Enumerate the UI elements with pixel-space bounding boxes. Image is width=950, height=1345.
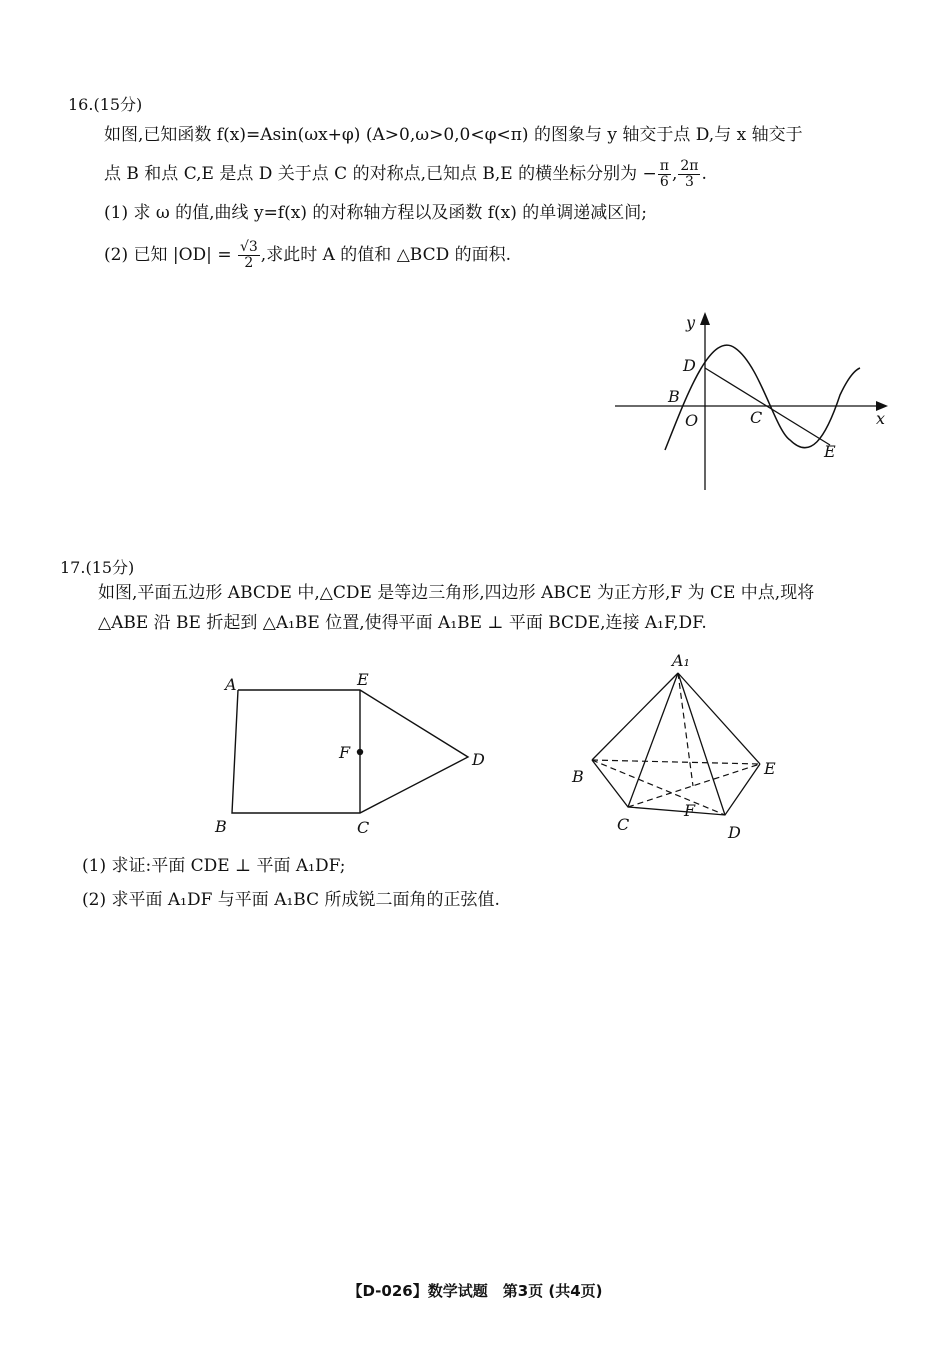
q16-score: (15分) <box>93 95 143 114</box>
edge-a1c <box>628 673 678 807</box>
page-footer: 【D-026】数学试题 第3页 (共4页) <box>347 1282 603 1300</box>
q17-pentagon-figure <box>200 665 500 845</box>
label-f: F <box>684 801 696 820</box>
label-c: C <box>750 408 763 427</box>
q17-part1: (1) 求证:平面 CDE ⊥ 平面 A₁DF; <box>82 856 346 876</box>
label-e: E <box>357 670 369 689</box>
frac-numerator: √3 <box>239 239 258 255</box>
q16-stem-line1: 如图,已知函数 f(x)=Asin(ωx+φ) (A>0,ω>0,0<φ<π) 的图象与 y 轴交于点 D,与 x 轴交于 <box>104 125 803 145</box>
edge-bd-hidden <box>592 760 725 815</box>
q17-stem-line2: △ABE 沿 BE 折起到 △A₁BE 位置,使得平面 A₁BE ⊥ 平面 BCDE,连接 A₁F,DF. <box>98 613 707 633</box>
edge-be-hidden <box>592 760 760 764</box>
q16-stem-line2: 点 B 和点 C,E 是点 D 关于点 C 的对称点,已知点 B,E 的横坐标分别为 − $\frac{\pi}{6}$ , $\frac{2\pi}{3}$ . <box>104 158 707 190</box>
label-x: x <box>876 409 886 428</box>
base-front <box>592 760 760 815</box>
label-d: D <box>728 823 741 842</box>
edge-a1b <box>592 673 678 760</box>
q16-stem-line2-text: 点 B 和点 C,E 是点 D 关于点 C 的对称点,已知点 B,E 的横坐标分别为 − <box>104 164 657 184</box>
frac-denominator: 6 <box>659 174 669 190</box>
label-e: E <box>824 442 836 461</box>
q17-score: (15分) <box>85 558 135 577</box>
label-a1: A₁ <box>672 651 690 670</box>
frac-numerator: 2π <box>680 158 699 174</box>
edge-a1d <box>678 673 725 815</box>
frac-numerator: π <box>659 158 669 174</box>
label-a: A <box>225 675 237 694</box>
q16-frac-b <box>658 159 671 190</box>
frac-denominator: 2 <box>244 255 254 271</box>
frac-denominator: 3 <box>684 174 694 190</box>
q16-number: 16.(15分) <box>68 95 143 114</box>
label-e: E <box>764 759 776 778</box>
label-d: D <box>683 356 696 375</box>
q16-sqrt-frac <box>238 240 260 271</box>
q17-number: 17.(15分) <box>60 558 135 577</box>
point-f <box>357 749 363 755</box>
label-y: y <box>686 313 696 332</box>
q16-part2-suffix: ,求此时 A 的值和 △BCD 的面积. <box>260 245 512 265</box>
q16-sine-graph <box>610 310 900 495</box>
label-b: B <box>572 767 584 786</box>
label-c: C <box>617 815 630 834</box>
q16-part1: (1) 求 ω 的值,曲线 y=f(x) 的对称轴方程以及函数 f(x) 的单调递减区间; <box>104 203 648 223</box>
q17-part2: (2) 求平面 A₁DF 与平面 A₁BC 所成锐二面角的正弦值. <box>82 890 500 910</box>
label-c: C <box>357 818 370 837</box>
label-d: D <box>472 750 485 769</box>
label-f: F <box>339 743 351 762</box>
q17-stem-line1: 如图,平面五边形 ABCDE 中,△CDE 是等边三角形,四边形 ABCE 为正方形,F 为 CE 中点,现将 <box>98 583 815 603</box>
edge-a1f-hidden <box>678 673 693 786</box>
edge-a1e <box>678 673 760 764</box>
q16-part2-prefix: (2) 已知 |OD| = <box>104 245 232 265</box>
label-b: B <box>668 387 680 406</box>
label-o: O <box>685 411 699 430</box>
y-axis-arrow <box>700 312 710 325</box>
label-b: B <box>215 817 227 836</box>
q17-pyramid-figure <box>560 650 800 850</box>
q16-part2 <box>104 240 511 271</box>
q16-frac-e <box>678 159 700 190</box>
